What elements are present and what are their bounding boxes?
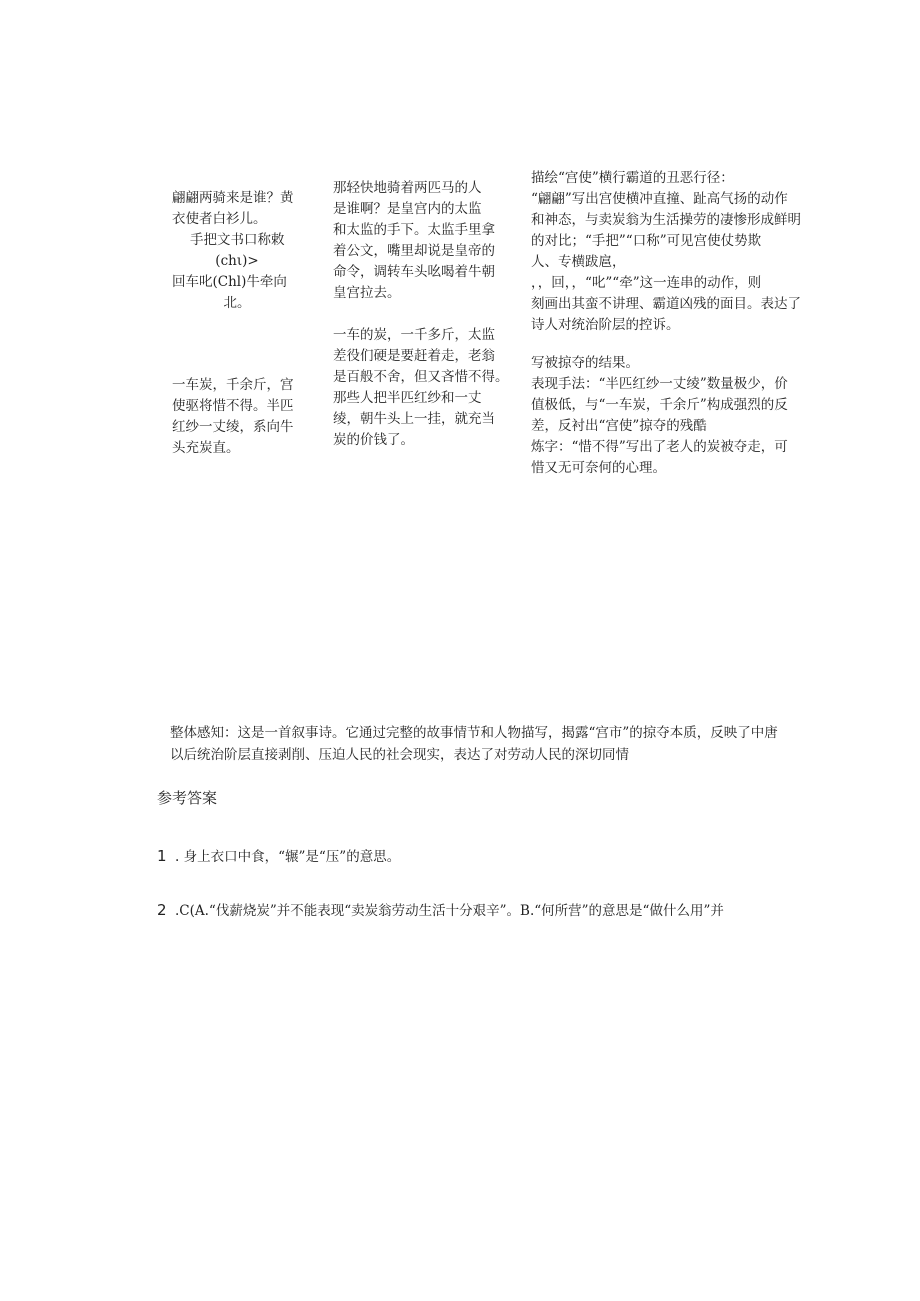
translation-line: 皇宫拉去。 [333, 285, 401, 301]
answer-item [157, 899, 724, 919]
answer-text: . 身上衣口中食，“辗”是“压”的意思。 [175, 849, 401, 865]
translation-line: 炭的价钱了。 [333, 432, 414, 448]
poem-line: 一车炭，千余斤，宫 [172, 377, 294, 393]
analysis-line: 值极低，与“一车炭，千余斤”构成强烈的反 [531, 397, 788, 413]
answer-number: 2 [157, 901, 167, 919]
poem-line: 衣使者白衫儿。 [172, 211, 267, 227]
translation-line: 那些人把半匹红纱和一丈 [333, 390, 482, 406]
answer-item [157, 845, 400, 865]
answers-heading: 参考答案 [157, 789, 218, 807]
analysis-line: 刻画出其蛮不讲理、霸道凶残的面目。表达了 [531, 296, 801, 312]
analysis-line: 描绘“宫使”横行霸道的丑恶行径： [531, 170, 734, 186]
analysis-line: 诗人对统治阶层的控诉。 [531, 317, 680, 333]
summary-line: 整体感知：这是一首叙事诗。它通过完整的故事情节和人物描写，揭露“宫市”的掠夺本质，反映了中唐 [170, 725, 778, 741]
analysis-line: 差，反衬出“宫使”掠夺的残酷 [531, 418, 707, 434]
translation-line: 是谁啊？是皇宫内的太监 [333, 201, 482, 217]
translation-line: 差役们硬是要赶着走，老翁 [333, 348, 495, 364]
analysis-line: 炼字：“惜不得”写出了老人的炭被夺走，可 [531, 439, 788, 455]
poem-stanza-1 [172, 188, 302, 314]
analysis-2 [531, 353, 821, 479]
poem-line: (chι)> [215, 253, 259, 269]
translation-line: 那轻快地骑着两匹马的人 [333, 180, 482, 196]
translation-2 [333, 325, 509, 451]
analysis-line: 写被掠夺的结果。 [531, 355, 639, 371]
translation-line: 绫，朝牛头上一挂，就充当 [333, 411, 495, 427]
poem-line: 北。 [223, 295, 251, 311]
analysis-line: 和神态，与卖炭翁为生活操劳的凄惨形成鲜明 [531, 212, 801, 228]
answer-number: 1 [157, 847, 167, 865]
analysis-line: ，，回，，“叱”“牵”这一连串的动作，则 [531, 275, 762, 291]
poem-line: 手把文书口称敕 [190, 232, 285, 248]
analysis-line: 人、专横跋扈， [531, 254, 626, 270]
translation-line: 一车的炭，一千多斤，太监 [333, 327, 495, 343]
poem-line: 翩翩两骑来是谁？黄 [172, 190, 294, 206]
analysis-line: 惜又无可奈何的心理。 [531, 460, 666, 476]
poem-line: 红纱一丈绫，系向牛 [172, 419, 294, 435]
analysis-1 [531, 168, 821, 336]
analysis-line: 表现手法：“半匹红纱一丈绫”数量极少，价 [531, 376, 788, 392]
answer-text: .C(A.“伐薪烧炭”并不能表现“卖炭翁劳动生活十分艰辛”。B.“何所营”的意思是“做什么用”并 [175, 903, 724, 919]
translation-line: 命令，调转车头吆喝着牛朝 [333, 264, 495, 280]
translation-line: 和太监的手下。太监手里拿 [333, 222, 495, 238]
overall-summary [170, 722, 778, 766]
translation-line: 着公文，嘴里却说是皇帝的 [333, 243, 495, 259]
poem-line: 使驱将惜不得。半匹 [172, 398, 294, 414]
summary-line: 以后统治阶层直接剥削、压迫人民的社会现实，表达了对劳动人民的深切同情 [170, 747, 629, 763]
analysis-line: 的对比；“手把”“口称”可见宫使仗势欺 [531, 233, 762, 249]
poem-stanza-2 [172, 375, 302, 459]
translation-line: 是百般不舍，但又吝惜不得。 [333, 369, 509, 385]
translation-1 [333, 178, 503, 304]
analysis-line: “翩翩”写出宫使横冲直撞、趾高气扬的动作 [531, 191, 788, 207]
poem-line: 头充炭直。 [172, 440, 240, 456]
poem-line: 回车叱(Chl)牛牵向 [172, 274, 287, 290]
